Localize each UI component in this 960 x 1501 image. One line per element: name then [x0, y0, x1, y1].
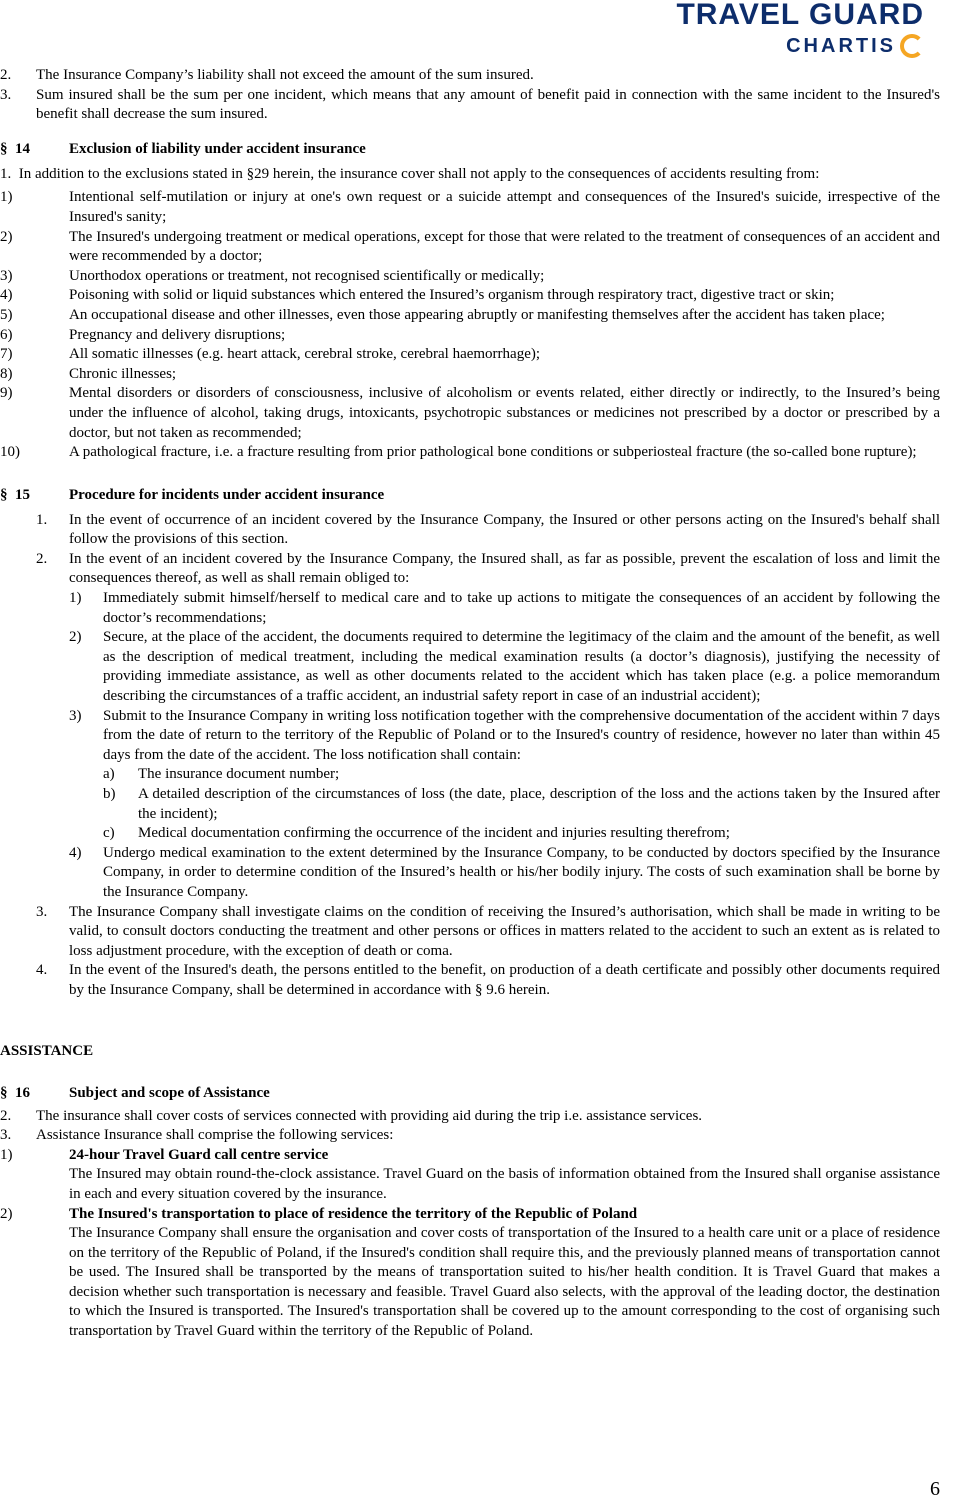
item-text: Undergo medical examination to the extent determined by the Insurance Company, to be conducted by doctors specified by the Insurance Company, in order to determine condition of the Insured’s health or his/her bodily injury. The costs of such examination shall be borne by the Insurance Company.	[103, 844, 940, 900]
service-text: The Insured may obtain round-the-clock assistance. Travel Guard on the basis of information obtained from the Insured shall organise assistance in each and every situation covered by the insurance.	[69, 1166, 940, 1202]
paragraph-body: In addition to the exclusions stated in §29 herein, the insurance cover shall not apply to the consequences of accidents resulting from:	[18, 165, 820, 182]
item-text: Poisoning with solid or liquid substances which entered the Insured’s organism through respiratory tract, digestive tract or skin;	[69, 287, 835, 304]
list-item	[0, 443, 940, 463]
item-number: 2)	[0, 1205, 13, 1222]
item-text: An occupational disease and other illnesses, even those appearing abruptly or manifesting themselves after the accident has taken place;	[69, 306, 885, 323]
section-mark: §	[0, 1084, 8, 1101]
section-heading-15	[0, 485, 940, 505]
paragraph-text	[0, 165, 940, 185]
section-heading-14	[0, 139, 940, 159]
item-number: 3)	[69, 707, 82, 724]
section-title: Exclusion of liability under accident insurance	[69, 140, 366, 157]
paragraph	[0, 165, 940, 185]
item-text: Chronic illnesses;	[69, 365, 177, 382]
paragraph	[0, 550, 940, 589]
paragraph-number: 4.	[36, 962, 48, 979]
list-item	[0, 66, 940, 86]
document-page	[0, 66, 940, 1342]
list-item	[0, 86, 940, 125]
section-mark: §	[0, 140, 8, 157]
item-number: 7)	[0, 346, 13, 363]
item-text: Intentional self-mutilation or injury at one's own request or a suicide attempt and consequences of the Insured's suicide, irrespective of the Insured's sanity;	[69, 189, 940, 225]
item-number: 9)	[0, 385, 13, 402]
paragraph-number: 3.	[36, 903, 48, 920]
list-item	[0, 707, 940, 766]
item-text: Secure, at the place of the accident, the documents required to determine the legitimacy of the claim and the amount of the benefit, as well as the description of medical treatment, including the medical examination results (a doctor’s diagnosis), justifying the necessity of providing immediate assistance, as well as other documents related to the accident which has taken place (e.g. a police memorandum describing the circumstances of a traffic accident, an industrial safety report in case of an industrial accident);	[103, 629, 940, 705]
item-number: 1)	[0, 189, 13, 206]
list-item	[0, 365, 940, 385]
page-number: 6	[930, 1478, 940, 1500]
item-text: A pathological fracture, i.e. a fracture resulting from prior pathological bone conditions or subperiosteal fracture (the so-called bone rupture);	[69, 444, 917, 461]
item-number: 8)	[0, 365, 13, 382]
list-item	[0, 188, 940, 227]
service-text: The Insurance Company shall ensure the organisation and cover costs of transportation of the Insured to a health care unit or a place of residence on the territory of the Republic of Poland, if the Insured's condition shall require this, and the previously planned means of transportation cannot be used. The Insured shall be transported by the means of transportation suited to his/her health condition. It is Travel Guard that makes a decision whether such transportation is necessary and feasible. Travel Guard also selects, with the approval of the leading doctor, the destination to which the Insured is transported. The Insured's transportation shall be covered up to the amount corresponding to the cost of organising such transportation by Travel Guard within the territory of the Republic of Poland.	[69, 1225, 940, 1340]
item-text: The Insured's undergoing treatment or medical operations, except for those that were related to the treatment of consequences of an accident and were recommended by a doctor;	[69, 228, 940, 265]
section-heading-16	[0, 1083, 940, 1103]
item-letter: c)	[103, 825, 115, 842]
item-text: The insurance document number;	[138, 766, 340, 783]
item-text: Immediately submit himself/herself to medical care and to take up actions to mitigate the consequences of an accident by following the doctor’s recommendations;	[103, 590, 940, 626]
sub-item	[0, 785, 940, 824]
item-text: Medical documentation confirming the occurrence of the incident and injuries resulting therefrom;	[138, 825, 730, 842]
paragraph	[0, 1107, 940, 1127]
item-text: Mental disorders or disorders of consciousness, inclusive of alcoholism or events related, either directly or indirectly, to the Insured’s being under the influence of alcohol, taking drugs, intoxicants, psychotropic substances or medicines not prescribed by a doctor or prescribed by a doctor, but not taken as recommended;	[69, 385, 940, 441]
list-item	[0, 286, 940, 306]
item-text: Pregnancy and delivery disruptions;	[69, 326, 286, 343]
logo-chartis: CHARTIS	[786, 34, 896, 57]
item-text: All somatic illnesses (e.g. heart attack, cerebral stroke, cerebral haemorrhage);	[69, 346, 541, 363]
paragraph-text: The insurance shall cover costs of services connected with providing aid during the trip i.e. assistance services.	[36, 1107, 703, 1124]
item-number: 6)	[0, 326, 13, 343]
item-number: 4)	[69, 844, 82, 861]
item-text: Unorthodox operations or treatment, not recognised scientifically or medically;	[69, 267, 545, 284]
paragraph-text: In the event of an incident covered by the Insurance Company, the Insured shall, as far as possible, prevent the escalation of loss and limit the consequences thereof, as well as shall remain obliged to:	[69, 550, 940, 587]
list-item	[0, 384, 940, 443]
travel-guard-logo	[676, 0, 924, 58]
item-number: 2.	[0, 67, 12, 83]
list-item	[0, 589, 940, 628]
list-item	[0, 228, 940, 267]
list-item	[0, 326, 940, 346]
section-mark: §	[0, 486, 8, 503]
section-title: Procedure for incidents under accident insurance	[69, 486, 385, 503]
paragraph-number: 3.	[0, 1127, 12, 1144]
paragraph	[0, 1126, 940, 1146]
paragraph-number: 1.	[36, 511, 48, 528]
chartis-swirl-icon	[900, 34, 924, 58]
service-item	[0, 1205, 940, 1342]
list-item	[0, 345, 940, 365]
item-number: 2)	[69, 629, 82, 646]
item-number: 3.	[0, 86, 12, 103]
item-letter: b)	[103, 786, 116, 802]
item-number: 1)	[0, 1146, 13, 1163]
service-title: 24-hour Travel Guard call centre service	[69, 1146, 329, 1163]
list-item	[0, 267, 940, 287]
item-text: A detailed description of the circumstances of loss (the date, place, description of the loss and the actions taken by the Insured after the incident);	[138, 786, 940, 822]
item-number: 5)	[0, 306, 13, 323]
item-number: 3)	[0, 267, 13, 284]
list-item	[0, 844, 940, 903]
logo-subtitle	[786, 34, 924, 58]
paragraph	[0, 511, 940, 550]
item-number: 1)	[69, 590, 82, 607]
paragraph-text: Assistance Insurance shall comprise the following services:	[36, 1127, 394, 1144]
exclusion-list	[0, 188, 940, 462]
item-number: 10)	[0, 444, 20, 461]
section-number: 15	[15, 486, 30, 503]
assistance-heading: ASSISTANCE	[0, 1042, 94, 1059]
paragraph-number: 2.	[0, 1107, 12, 1124]
section-title: Subject and scope of Assistance	[69, 1084, 270, 1101]
list-item	[0, 306, 940, 326]
item-text: Submit to the Insurance Company in writing loss notification together with the comprehensive documentation of the accident within 7 days from the date of return to the territory of the Republic of Poland or to the Insured's country of residence, however no later than within 45 days from the date of the accident. The loss notification shall contain:	[103, 707, 940, 763]
section-number: 16	[15, 1084, 30, 1101]
paragraph-number: 2.	[36, 550, 48, 567]
paragraph-text: In the event of occurrence of an incident covered by the Insurance Company, the Insured or other persons acting on the Insured's behalf shall follow the provisions of this section.	[69, 511, 940, 548]
sub-item	[0, 824, 940, 844]
service-item	[0, 1146, 940, 1205]
paragraph	[0, 903, 940, 962]
logo-title: TRAVEL GUARD	[676, 0, 924, 31]
paragraph-number: 1.	[0, 165, 12, 182]
list-item	[0, 628, 940, 706]
item-text: The Insurance Company’s liability shall not exceed the amount of the sum insured.	[36, 67, 534, 83]
paragraph-text: The Insurance Company shall investigate claims on the condition of receiving the Insured’s authorisation, which shall be made in writing to be valid, to consult doctors conducting the treatment and other persons or offices in matters related to the accident to such an extent as is related to loss adjustment procedure, with the exception of death or coma.	[69, 903, 940, 959]
sub-item	[0, 765, 940, 785]
section-number: 14	[15, 140, 30, 157]
paragraph	[0, 961, 940, 1000]
service-title: The Insured's transportation to place of residence the territory of the Republic of Poland	[69, 1205, 638, 1222]
paragraph-text: In the event of the Insured's death, the persons entitled to the benefit, on production of a death certificate and possibly other documents required by the Insurance Company, shall be determined in accordance with § 9.6 herein.	[69, 962, 940, 998]
item-number: 4)	[0, 287, 13, 304]
item-number: 2)	[0, 228, 13, 245]
item-letter: a)	[103, 766, 115, 783]
item-text: Sum insured shall be the sum per one incident, which means that any amount of benefit paid in connection with the same incident to the Insured's benefit shall decrease the sum insured.	[36, 86, 940, 123]
